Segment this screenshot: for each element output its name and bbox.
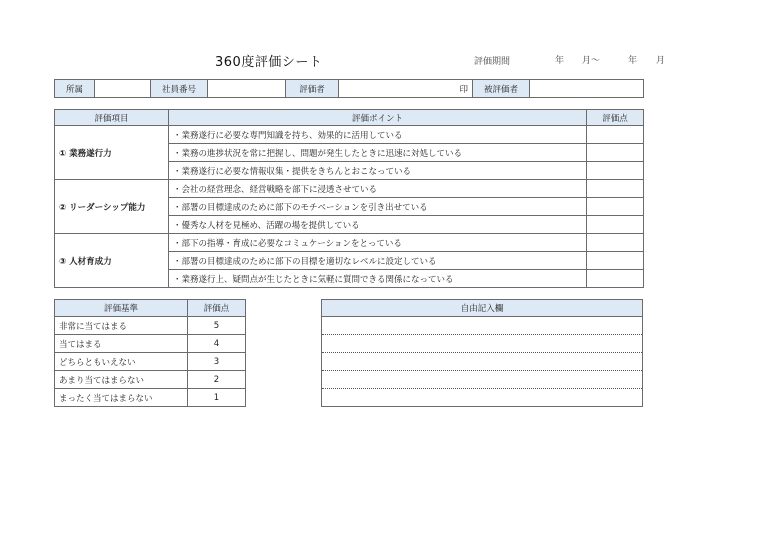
table-row <box>55 371 246 389</box>
criteria-score: 4 <box>188 335 246 353</box>
evaluator-label: 評価者 <box>286 80 339 98</box>
criteria-table <box>54 299 246 407</box>
evaluation-point: ・業務遂行に必要な専門知識を持ち、効果的に活用している <box>169 126 587 144</box>
free-text-table <box>321 299 643 407</box>
employee-number-field[interactable] <box>208 80 286 98</box>
seal-mark: 印 <box>459 84 468 95</box>
period-start-month-label: 月～ <box>582 56 601 66</box>
period-end-month-label: 月 <box>656 56 666 66</box>
score-cell[interactable] <box>587 216 644 234</box>
affiliation-field[interactable] <box>95 80 151 98</box>
free-text-line[interactable] <box>322 389 643 407</box>
score-cell[interactable] <box>587 144 644 162</box>
free-text-line[interactable] <box>322 317 643 335</box>
evaluation-point: ・部署の目標達成のために部下の目標を適切なレベルに設定している <box>169 252 587 270</box>
table-row <box>55 317 246 335</box>
evaluatee-label: 被評価者 <box>473 80 530 98</box>
evaluation-point: ・優秀な人材を見極め、活躍の場を提供している <box>169 216 587 234</box>
employee-number-label: 社員番号 <box>151 80 208 98</box>
column-header-score: 評価点 <box>587 110 644 126</box>
criteria-score-header: 評価点 <box>188 300 246 317</box>
evaluatee-field[interactable] <box>530 80 644 98</box>
table-row <box>55 234 644 252</box>
free-text-line[interactable] <box>322 335 643 353</box>
criteria-score: 5 <box>188 317 246 335</box>
evaluation-point: ・業務遂行上、疑問点が生じたときに気軽に質問できる関係になっている <box>169 270 587 288</box>
table-row <box>55 180 644 198</box>
score-cell[interactable] <box>587 180 644 198</box>
free-text-header: 自由記入欄 <box>322 300 643 317</box>
criteria-header: 評価基準 <box>55 300 188 317</box>
column-header-point: 評価ポイント <box>169 110 587 126</box>
evaluation-table <box>54 109 644 288</box>
score-cell[interactable] <box>587 234 644 252</box>
evaluation-point: ・業務の進捗状況を常に把握し、問題が発生したときに迅速に対処している <box>169 144 587 162</box>
criteria-score: 1 <box>188 389 246 407</box>
info-table <box>54 79 644 98</box>
score-cell[interactable] <box>587 126 644 144</box>
table-row <box>55 389 246 407</box>
category-leadership: ② リーダーシップ能力 <box>55 180 169 234</box>
evaluation-point: ・部下の指導・育成に必要なコミュケーションをとっている <box>169 234 587 252</box>
evaluation-point: ・会社の経営理念、経営戦略を部下に浸透させている <box>169 180 587 198</box>
table-row <box>55 335 246 353</box>
period-end-year-label: 年 <box>628 56 638 66</box>
category-business-execution: ① 業務遂行力 <box>55 126 169 180</box>
criteria-label: あまり当てはまらない <box>55 371 188 389</box>
evaluation-point: ・業務遂行に必要な情報収集・提供をきちんとおこなっている <box>169 162 587 180</box>
free-text-line[interactable] <box>322 353 643 371</box>
affiliation-label: 所属 <box>55 80 95 98</box>
period-start-year-label: 年 <box>555 56 565 66</box>
evaluator-field[interactable] <box>339 80 473 98</box>
table-row <box>55 126 644 144</box>
score-cell[interactable] <box>587 162 644 180</box>
criteria-score: 3 <box>188 353 246 371</box>
column-header-item: 評価項目 <box>55 110 169 126</box>
page-title: 360度評価シート <box>215 55 323 70</box>
criteria-label: どちらともいえない <box>55 353 188 371</box>
table-row <box>55 353 246 371</box>
category-talent-development: ③ 人材育成力 <box>55 234 169 288</box>
score-cell[interactable] <box>587 252 644 270</box>
criteria-label: 当てはまる <box>55 335 188 353</box>
criteria-label: まったく当てはまらない <box>55 389 188 407</box>
evaluation-period-label: 評価期間 <box>474 57 511 67</box>
score-cell[interactable] <box>587 270 644 288</box>
free-text-line[interactable] <box>322 371 643 389</box>
criteria-label: 非常に当てはまる <box>55 317 188 335</box>
score-cell[interactable] <box>587 198 644 216</box>
criteria-score: 2 <box>188 371 246 389</box>
evaluation-point: ・部署の目標達成のために部下のモチベーションを引き出せている <box>169 198 587 216</box>
